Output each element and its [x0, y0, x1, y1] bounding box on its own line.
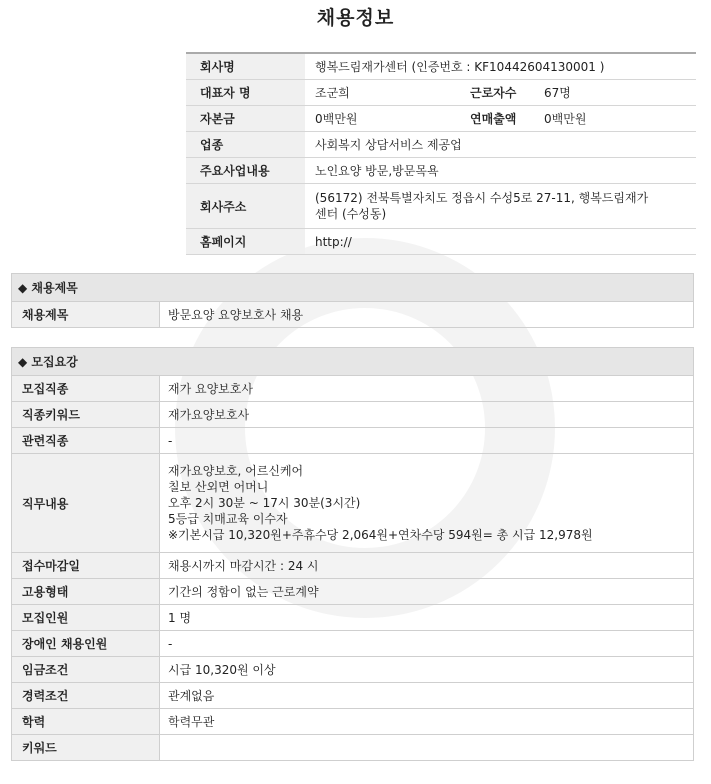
employees-label: 근로자수 — [460, 80, 534, 106]
industry-value: 사회복지 상담서비스 제공업 — [305, 132, 696, 158]
req-row-label: 임금조건 — [12, 657, 160, 683]
req-row-value: 재가 요양보호사 — [160, 376, 694, 402]
duty-line: 재가요양보호, 어르신케어 — [168, 464, 304, 478]
req-row-value: 재가요양보호사 — [160, 402, 694, 428]
homepage-label: 홈페이지 — [186, 229, 305, 255]
req-row-value: 기간의 정함이 없는 근로계약 — [160, 579, 694, 605]
address-label: 회사주소 — [186, 184, 305, 229]
capital-value: 0백만원 — [305, 106, 460, 132]
company-name-label: 회사명 — [186, 53, 305, 80]
req-row-value: 1 명 — [160, 605, 694, 631]
business-label: 주요사업내용 — [186, 158, 305, 184]
req-row-value: - — [160, 631, 694, 657]
req-row-label: 경력조건 — [12, 683, 160, 709]
employees-value: 67명 — [534, 80, 696, 106]
req-row-value: 시급 10,320원 이상 — [160, 657, 694, 683]
req-row-label: 접수마감일 — [12, 553, 160, 579]
address-value — [305, 184, 696, 229]
req-row-label: 장애인 채용인원 — [12, 631, 160, 657]
recruit-title-section — [11, 273, 694, 328]
duty-label: 직무내용 — [12, 454, 160, 553]
duty-line: 칠보 산외면 어머니 — [168, 480, 269, 494]
req-row-value: 관계없음 — [160, 683, 694, 709]
address-line-1: (56172) 전북특별자치도 정읍시 수성5로 27-11, 행복드림재가 — [315, 191, 649, 205]
ceo-value: 조군희 — [305, 80, 460, 106]
req-row-value: - — [160, 428, 694, 454]
req-row-value: 학력무관 — [160, 709, 694, 735]
industry-label: 업종 — [186, 132, 305, 158]
recruit-title-label: 채용제목 — [12, 302, 160, 328]
recruit-title-header: ◆ 채용제목 — [12, 274, 694, 302]
recruit-title-value: 방문요양 요양보호사 채용 — [160, 302, 694, 328]
req-row-label: 모집직종 — [12, 376, 160, 402]
address-line-2: 센터 (수성동) — [315, 207, 387, 221]
page-title: 채용정보 — [316, 7, 395, 29]
company-info-table — [186, 52, 696, 255]
duty-line: ※기본시급 10,320원+주휴수당 2,064원+연차수당 594원= 총 시급 12,978원 — [168, 528, 593, 542]
req-row-label: 직종키워드 — [12, 402, 160, 428]
homepage-link[interactable]: http:// — [305, 229, 696, 255]
ceo-label: 대표자 명 — [186, 80, 305, 106]
req-row-label: 관련직종 — [12, 428, 160, 454]
duty-line: 5등급 치매교육 이수자 — [168, 512, 288, 526]
company-name-value: 행복드림재가센터 (인증번호 : KF10442604130001 ) — [305, 53, 696, 80]
req-row-value: 채용시까지 마감시간 : 24 시 — [160, 553, 694, 579]
requirements-section — [11, 347, 694, 761]
capital-label: 자본금 — [186, 106, 305, 132]
req-row-label: 키워드 — [12, 735, 160, 761]
duty-value — [160, 454, 694, 553]
duty-line: 오후 2시 30분 ~ 17시 30분(3시간) — [168, 496, 361, 510]
business-value: 노인요양 방문,방문목욕 — [305, 158, 696, 184]
req-row-label: 고용형태 — [12, 579, 160, 605]
req-row-value — [160, 735, 694, 761]
sales-value: 0백만원 — [534, 106, 696, 132]
sales-label: 연매출액 — [460, 106, 534, 132]
req-row-label: 학력 — [12, 709, 160, 735]
requirements-header: ◆ 모집요강 — [12, 348, 694, 376]
req-row-label: 모집인원 — [12, 605, 160, 631]
